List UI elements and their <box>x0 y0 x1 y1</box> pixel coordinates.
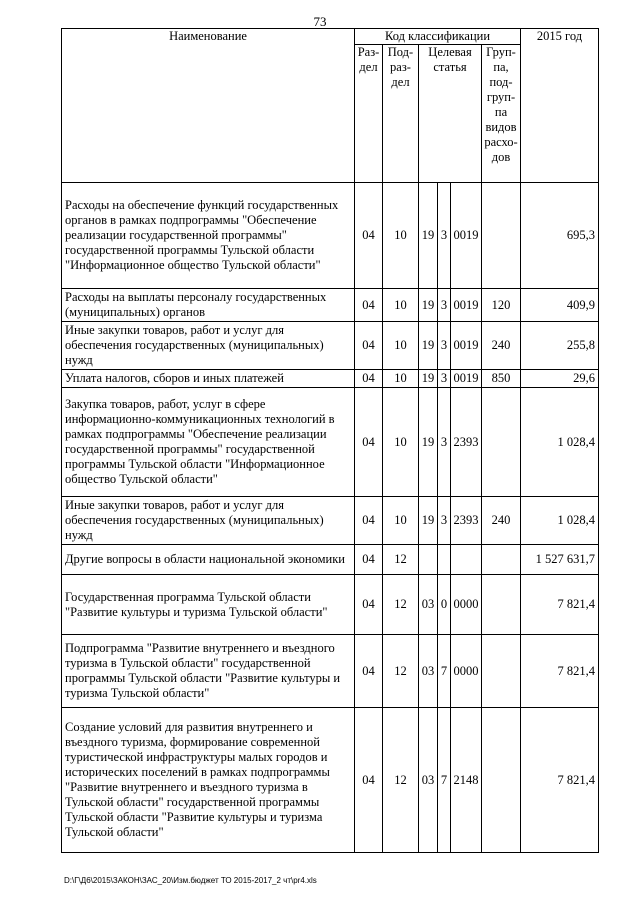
cell-rz: 04 <box>355 575 383 635</box>
cell-pr: 10 <box>383 388 419 497</box>
cell-cs2: 3 <box>438 497 451 545</box>
cell-pr: 12 <box>383 545 419 575</box>
cell-amount: 7 821,4 <box>521 575 599 635</box>
cell-cs2: 3 <box>438 370 451 388</box>
cell-name: Закупка товаров, работ, услуг в сфере информационно-коммуникационных технологий в рамках подпрограммы "Обеспечение реализации государственной программы" государственной программы Тульской области "Информационное общество Тульской области" <box>62 388 355 497</box>
cell-cs2: 3 <box>438 322 451 370</box>
cell-rz: 04 <box>355 322 383 370</box>
cell-name: Уплата налогов, сборов и иных платежей <box>62 370 355 388</box>
cell-amount: 409,9 <box>521 289 599 322</box>
cell-cs2: 7 <box>438 708 451 853</box>
cell-cs3: 2393 <box>451 388 482 497</box>
cell-vr <box>482 575 521 635</box>
cell-pr: 10 <box>383 497 419 545</box>
cell-cs3: 0019 <box>451 322 482 370</box>
cell-amount: 1 028,4 <box>521 388 599 497</box>
cell-amount: 29,6 <box>521 370 599 388</box>
table-row <box>62 289 599 322</box>
cell-rz: 04 <box>355 635 383 708</box>
cell-name: Иные закупки товаров, работ и услуг для обеспечения государственных (муниципальных) нужд <box>62 497 355 545</box>
header-classification: Код классификации <box>355 29 521 45</box>
header-name: Наименование <box>62 29 355 183</box>
cell-cs2: 3 <box>438 289 451 322</box>
cell-amount: 1 527 631,7 <box>521 545 599 575</box>
cell-name: Государственная программа Тульской области "Развитие культуры и туризма Тульской области" <box>62 575 355 635</box>
table-row <box>62 388 599 497</box>
table-row <box>62 183 599 289</box>
file-path-footer: D:\Г\Д6\2015\ЗАКОН\ЗАС_20\Изм.бюджет ТО 2015-2017_2 чт\pr4.xls <box>64 876 317 885</box>
budget-table <box>61 28 599 853</box>
cell-cs2: 3 <box>438 183 451 289</box>
header-year: 2015 год <box>521 29 599 183</box>
cell-vr: 240 <box>482 497 521 545</box>
table-row <box>62 545 599 575</box>
header-target: Целевая статья <box>419 45 482 183</box>
cell-cs1 <box>419 545 438 575</box>
cell-pr: 10 <box>383 370 419 388</box>
header-group: Груп- па, под- груп- па видов расхо- дов <box>482 45 521 183</box>
cell-vr: 240 <box>482 322 521 370</box>
cell-pr: 12 <box>383 635 419 708</box>
cell-cs1: 19 <box>419 497 438 545</box>
cell-cs2 <box>438 545 451 575</box>
cell-rz: 04 <box>355 545 383 575</box>
cell-cs1: 19 <box>419 388 438 497</box>
cell-cs3: 2148 <box>451 708 482 853</box>
cell-rz: 04 <box>355 497 383 545</box>
table-row <box>62 635 599 708</box>
cell-cs1: 19 <box>419 289 438 322</box>
cell-cs3: 0019 <box>451 289 482 322</box>
cell-amount: 7 821,4 <box>521 708 599 853</box>
cell-name: Создание условий для развития внутреннего и въездного туризма, формирование современной туристической инфраструктуры малых городов и исторических поселений в рамках подпрограммы "Развитие внутреннего и въездного туризма в Тульской области" государственной программы Тульской области "Развитие культуры и туризма Тульской области" <box>62 708 355 853</box>
cell-cs1: 19 <box>419 322 438 370</box>
cell-vr <box>482 708 521 853</box>
cell-cs1: 03 <box>419 708 438 853</box>
cell-rz: 04 <box>355 183 383 289</box>
cell-vr <box>482 388 521 497</box>
cell-pr: 12 <box>383 575 419 635</box>
cell-amount: 1 028,4 <box>521 497 599 545</box>
cell-name: Иные закупки товаров, работ и услуг для обеспечения государственных (муниципальных) нужд <box>62 322 355 370</box>
cell-vr: 850 <box>482 370 521 388</box>
cell-cs1: 19 <box>419 183 438 289</box>
cell-pr: 10 <box>383 183 419 289</box>
table-row <box>62 575 599 635</box>
cell-cs2: 3 <box>438 388 451 497</box>
cell-name: Расходы на выплаты персоналу государственных (муниципальных) органов <box>62 289 355 322</box>
cell-cs3: 2393 <box>451 497 482 545</box>
cell-amount: 7 821,4 <box>521 635 599 708</box>
cell-rz: 04 <box>355 370 383 388</box>
cell-cs3: 0000 <box>451 575 482 635</box>
cell-cs1: 03 <box>419 635 438 708</box>
cell-amount: 695,3 <box>521 183 599 289</box>
cell-vr: 120 <box>482 289 521 322</box>
cell-cs1: 03 <box>419 575 438 635</box>
cell-cs3 <box>451 545 482 575</box>
cell-pr: 10 <box>383 289 419 322</box>
cell-pr: 10 <box>383 322 419 370</box>
page-number: 73 <box>313 14 327 29</box>
cell-cs3: 0019 <box>451 183 482 289</box>
cell-name: Расходы на обеспечение функций государственных органов в рамках подпрограммы "Обеспечение реализации государственной программы" государственной программы Тульской области "Информационное общество Тульской области" <box>62 183 355 289</box>
table-row <box>62 322 599 370</box>
header-subsection: Под- раз- дел <box>383 45 419 183</box>
cell-vr <box>482 183 521 289</box>
cell-vr <box>482 635 521 708</box>
cell-vr <box>482 545 521 575</box>
cell-name: Подпрограмма "Развитие внутреннего и въездного туризма в Тульской области" государственной программы Тульской области "Развитие культуры и туризма Тульской области" <box>62 635 355 708</box>
cell-rz: 04 <box>355 708 383 853</box>
cell-cs3: 0019 <box>451 370 482 388</box>
cell-rz: 04 <box>355 289 383 322</box>
cell-cs3: 0000 <box>451 635 482 708</box>
cell-rz: 04 <box>355 388 383 497</box>
cell-cs1: 19 <box>419 370 438 388</box>
cell-cs2: 7 <box>438 635 451 708</box>
header-section: Раз- дел <box>355 45 383 183</box>
cell-name: Другие вопросы в области национальной экономики <box>62 545 355 575</box>
table-row <box>62 370 599 388</box>
cell-cs2: 0 <box>438 575 451 635</box>
table-row <box>62 708 599 853</box>
cell-pr: 12 <box>383 708 419 853</box>
cell-amount: 255,8 <box>521 322 599 370</box>
table-row <box>62 497 599 545</box>
